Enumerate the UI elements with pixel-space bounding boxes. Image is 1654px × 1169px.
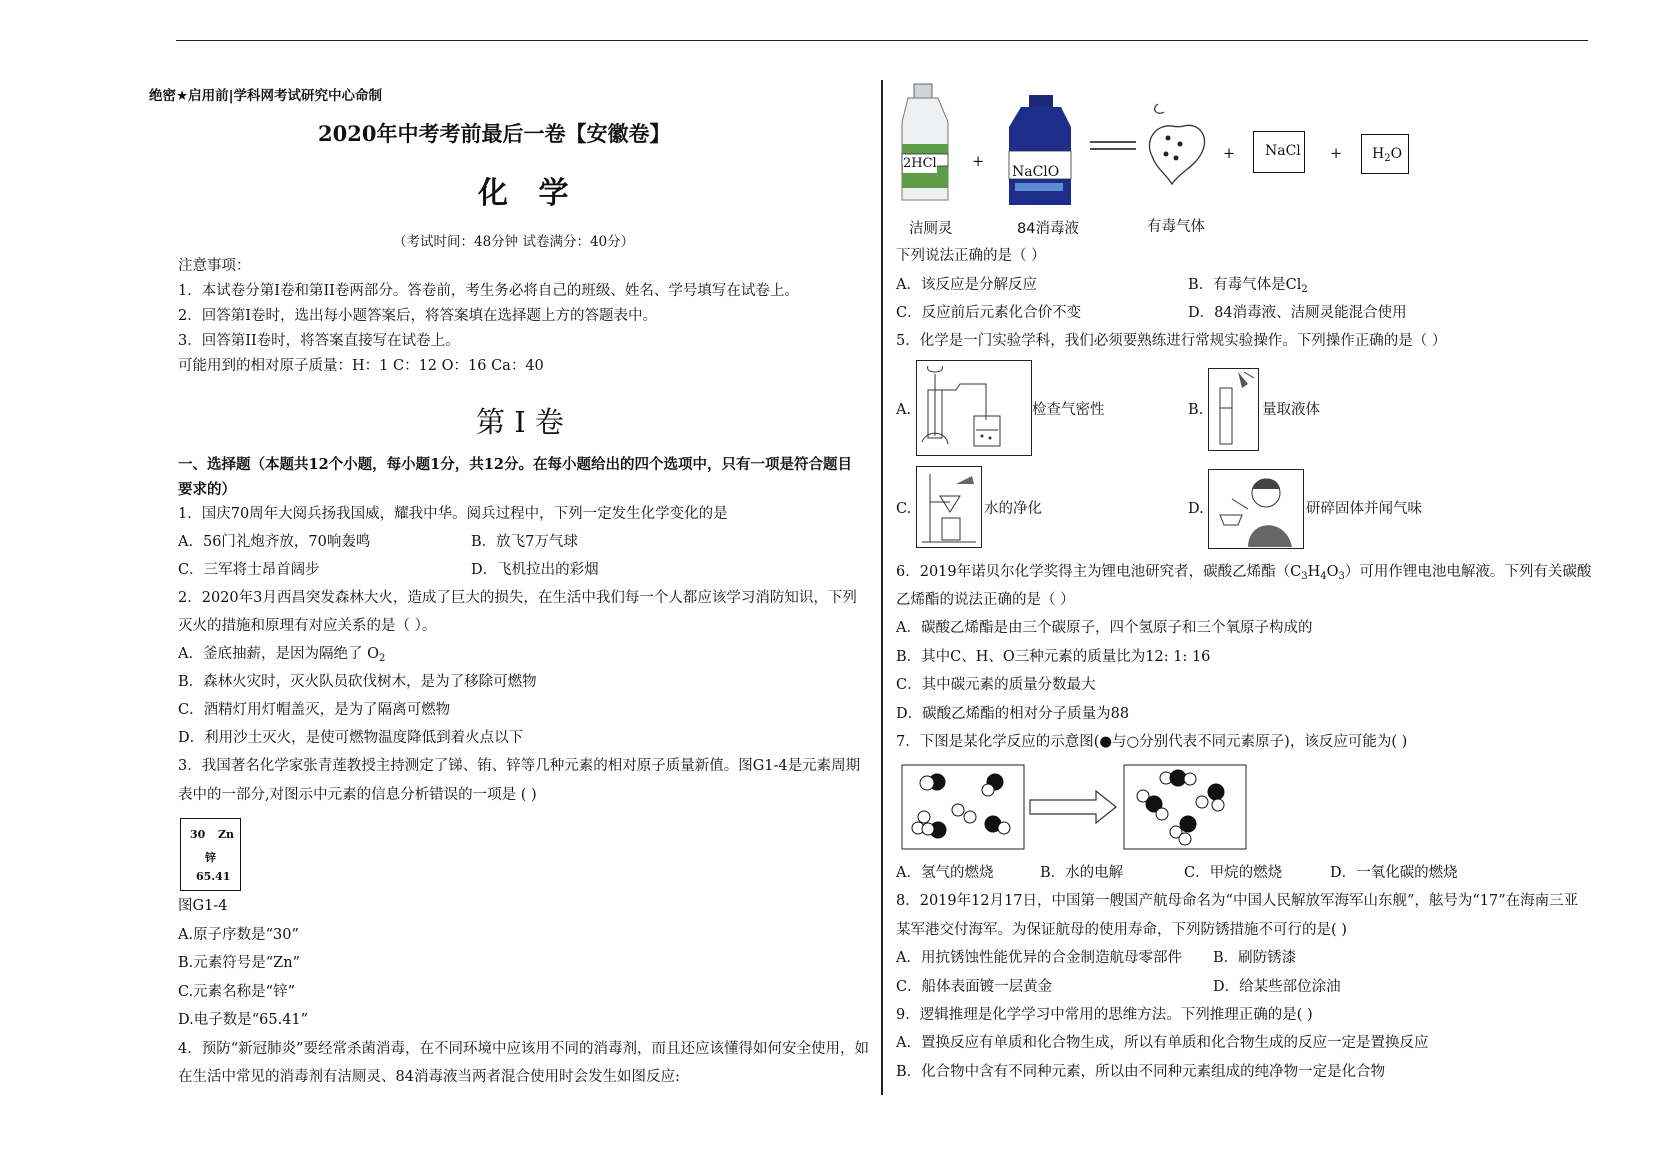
q1-option-b: B．放飞7万气球	[471, 534, 578, 550]
note-item-2: 2．回答第I卷时，选出每小题答案后，将答案填在选择题上方的答题表中。	[178, 308, 657, 324]
q3-figure-caption: 图G1-4	[178, 898, 228, 914]
q5-option-b-letter: B.	[1188, 402, 1204, 418]
water-box	[1361, 134, 1409, 174]
paper-title: 2020年中考考前最后一卷【安徽卷】	[318, 121, 671, 146]
element-name: 锌	[205, 851, 216, 864]
q5-option-a-text: 检查气密性	[1032, 402, 1105, 418]
nacl-formula: NaCl	[1265, 143, 1301, 159]
section-heading-line1: 一、选择题（本题共12个小题，每小题1分，共12分。在每小题给出的四个选项中，只有一项是符合题目	[178, 456, 852, 473]
bottle1-formula: 2HCl	[903, 156, 937, 171]
q1-option-c: C．三军将士昂首阔步	[178, 562, 320, 578]
q8-option-a: A．用抗锈蚀性能优异的合金制造航母零部件	[896, 950, 1182, 966]
plus-sign-2: +	[1223, 146, 1236, 162]
secret-label: 绝密★启用前|学科网考试研究中心命制	[149, 88, 383, 104]
q6-option-d: D．碳酸乙烯酯的相对分子质量为88	[896, 706, 1130, 722]
q8-line2: 某军港交付海军。为保证航母的使用寿命，下列防锈措施不可行的是( )	[896, 922, 1347, 938]
note-item-3: 3．回答第II卷时，将答案直接写在试卷上。	[178, 333, 460, 349]
q3-option-b: B.元素符号是“Zn”	[178, 955, 301, 971]
nacl-box	[1253, 131, 1305, 173]
q5-stem: 5．化学是一门实验学科，我们必须要熟练进行常规实验操作。下列操作正确的是（ ）	[896, 333, 1447, 349]
q1-option-d: D．飞机拉出的彩烟	[471, 562, 599, 578]
q2-option-c: C．酒精灯用灯帽盖灭，是为了隔离可燃物	[178, 702, 451, 718]
column-divider	[881, 80, 883, 1095]
q2-option-a: A．釜底抽薪，是因为隔绝了 $O_2$	[178, 646, 386, 664]
q6-option-c: C．其中碳元素的质量分数最大	[896, 677, 1096, 693]
molecular-reaction-diagram	[900, 762, 1250, 852]
toxic-gas-cloud-image	[1136, 96, 1218, 192]
grind-and-smell-image	[1208, 469, 1304, 549]
q3-option-a: A.原子序数是“30”	[178, 927, 299, 943]
q4-option-d: D．84消毒液、洁厕灵能混合使用	[1188, 305, 1407, 321]
q4-stem: 下列说法正确的是（ ）	[896, 248, 1046, 264]
q2-line2: 灭火的措施和原理有对应关系的是（ ）。	[178, 618, 437, 634]
water-purification-image	[916, 466, 982, 548]
airtightness-check-image	[916, 360, 1032, 456]
note-item-1: 1．本试卷分第I卷和第II卷两部分。答卷前，考生务必将自己的班级、姓名、学号填写在试卷上。	[178, 283, 799, 299]
exam-info: （考试时间：48分钟 试卷满分：40分）	[393, 234, 635, 250]
q6-option-a: A．碳酸乙烯酯是由三个碳原子，四个氢原子和三个氧原子构成的	[896, 620, 1313, 636]
plus-sign-3: +	[1330, 146, 1343, 162]
q5-option-a-letter: A.	[896, 402, 912, 418]
caption-toxic-gas: 有毒气体	[1147, 219, 1205, 235]
q2-option-b: B．森林火灾时，灭火队员砍伐树木，是为了移除可燃物	[178, 674, 537, 690]
q9-stem: 9．逻辑推理是化学学习中常用的思维方法。下列推理正确的是( )	[896, 1007, 1313, 1023]
disinfectant-bottle-image	[1005, 95, 1077, 207]
q7-option-c: C．甲烷的燃烧	[1184, 865, 1283, 881]
q6-line1: 6．2019年诺贝尔化学奖得主为锂电池研究者，碳酸乙烯酯$(C_3H_4O_3)$可用作锂电池电解液。下列有关碳酸	[896, 564, 1592, 582]
q2-line1: 2．2020年3月西昌突发森林大火，造成了巨大的损失，在生活中我们每一个人都应该学习消防知识，下列	[178, 590, 857, 606]
q7-stem: 7．下图是某化学反应的示意图(●与○分别代表不同元素原子)，该反应可能为( )	[896, 734, 1408, 750]
bottle2-formula: NaClO	[1012, 164, 1060, 180]
q9-option-b: B．化合物中含有不同种元素，所以由不同种元素组成的纯净物一定是化合物	[896, 1064, 1386, 1080]
q8-option-b: B．刷防锈漆	[1213, 950, 1297, 966]
notes-title: 注意事项：	[178, 258, 251, 274]
header-rule	[176, 40, 1588, 41]
q4-line1: 4．预防“新冠肺炎”要经常杀菌消毒，在不同环境中应该用不同的消毒剂，而且还应该懂得如何安全使用，如	[178, 1041, 870, 1057]
part-title: 第 I 卷	[476, 405, 564, 439]
q5-option-d-text: 研碎固体并闻气味	[1306, 501, 1422, 517]
q4-option-c: C．反应前后元素化合价不变	[896, 305, 1082, 321]
section-heading-line2: 要求的）	[178, 481, 236, 498]
element-mass: 65.41	[196, 870, 231, 883]
toilet-cleaner-bottle-image	[896, 82, 956, 206]
q3-option-c: C.元素名称是“锌”	[178, 984, 296, 1000]
caption-toilet-cleaner: 洁厕灵	[909, 221, 953, 237]
q4-option-b: B．有毒气体是$Cl_2$	[1188, 277, 1308, 295]
q5-option-d-letter: D.	[1188, 501, 1204, 517]
water-formula: $H_2O$	[1372, 146, 1403, 164]
plus-sign-1: +	[972, 154, 985, 170]
q7-option-b: B．水的电解	[1040, 865, 1124, 881]
caption-disinfectant: 84消毒液	[1017, 221, 1079, 237]
q7-option-a: A．氢气的燃烧	[896, 865, 994, 881]
measure-liquid-image	[1208, 368, 1259, 451]
q1-stem: 1．国庆70周年大阅兵扬我国威，耀我中华。阅兵过程中，下列一定发生化学变化的是	[178, 506, 728, 522]
q5-option-b-text: 量取液体	[1262, 402, 1320, 418]
q3-option-d: D.电子数是“65.41”	[178, 1012, 309, 1028]
q5-option-c-text: 水的净化	[984, 501, 1042, 517]
q5-option-c-letter: C.	[896, 501, 912, 517]
subject-title: 化 学	[478, 176, 579, 211]
equals-arrow	[1090, 140, 1136, 152]
q4-option-a: A．该反应是分解反应	[896, 277, 1037, 293]
q1-option-a: A．56门礼炮齐放，70响轰鸣	[178, 534, 371, 550]
q3-line1: 3．我国著名化学家张青莲教授主持测定了锑、铕、锌等几种元素的相对原子质量新值。图G1-4是元素周期	[178, 758, 861, 774]
q8-line1: 8．2019年12月17日，中国第一艘国产航母命名为“中国人民解放军海军山东舰”，舷号为“17”在海南三亚	[896, 893, 1579, 909]
q3-line2: 表中的一部分,对图示中元素的信息分析错误的一项是 ( )	[178, 787, 537, 803]
element-number: 30	[190, 828, 206, 841]
q8-option-d: D．给某些部位涂油	[1213, 979, 1341, 995]
q9-option-a: A．置换反应有单质和化合物生成，所以有单质和化合物生成的反应一定是置换反应	[896, 1035, 1429, 1051]
q4-line2: 在生活中常见的消毒剂有洁厕灵、84消毒液当两者混合使用时会发生如图反应:	[178, 1069, 680, 1085]
q6-option-b: B．其中C、H、O三种元素的质量比为12: 1: 16	[896, 649, 1211, 665]
q7-option-d: D．一氧化碳的燃烧	[1330, 865, 1458, 881]
zinc-element-card	[180, 818, 241, 891]
atomic-masses: 可能用到的相对原子质量：H：1 C：12 O：16 Ca：40	[178, 358, 544, 374]
q6-line2: 乙烯酯的说法正确的是（ ）	[896, 592, 1075, 608]
q8-option-c: C．船体表面镀一层黄金	[896, 979, 1053, 995]
element-symbol: Zn	[218, 828, 235, 841]
q2-option-d: D．利用沙土灭火，是使可燃物温度降低到着火点以下	[178, 730, 524, 746]
